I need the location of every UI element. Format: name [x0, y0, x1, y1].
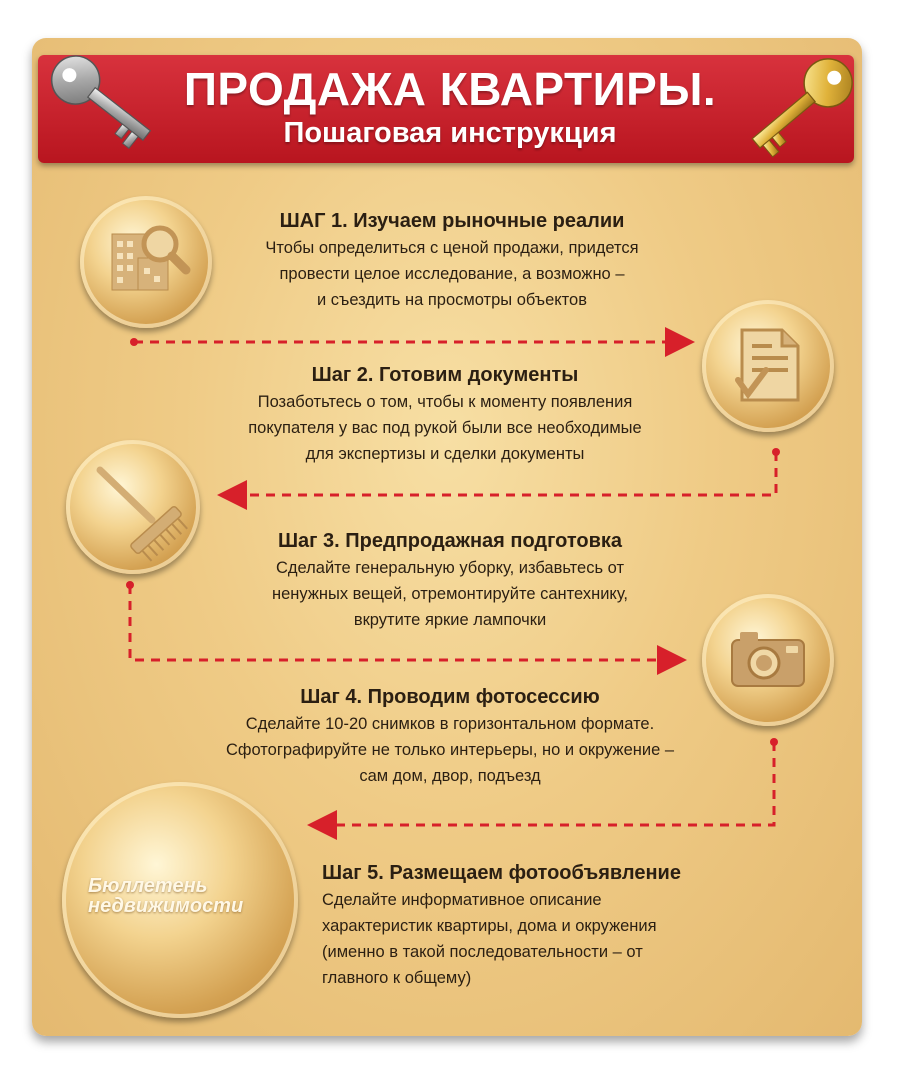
arrow-dot-3 — [126, 581, 134, 589]
step-3-line-3: вкрутите яркие лампочки — [353, 611, 547, 629]
step-4-line-1: Сделайте 10-20 снимков в горизонтальном формате. — [245, 715, 655, 733]
document-check-icon — [702, 300, 834, 432]
step-2-coin — [702, 300, 834, 432]
step-2-title: Шаг 2. Готовим документы — [311, 364, 579, 386]
step-5 — [322, 862, 762, 991]
step-4 — [150, 686, 750, 789]
step-4-line-3: сам дом, двор, подъезд — [359, 767, 541, 785]
step-5-line-4: главного к общему) — [322, 969, 472, 987]
step-5-line-3: (именно в такой последовательности – от — [322, 943, 643, 961]
step-2-line-1: Позаботьтесь о том, чтобы к моменту появления — [257, 393, 633, 411]
gold-key-icon — [722, 48, 862, 158]
step-2-line-3: для экспертизы и сделки документы — [305, 445, 585, 463]
step-3 — [200, 530, 700, 633]
step-4-title: Шаг 4. Проводим фотосессию — [300, 686, 600, 708]
arrow-dot-2 — [772, 448, 780, 456]
step-4-line-2: Сфотографируйте не только интерьеры, но и окружение – — [225, 741, 675, 759]
step-1-line-2: провести целое исследование, а возможно – — [279, 265, 625, 283]
brand-logo-line-1: Бюллетень — [88, 875, 208, 897]
silver-key-icon — [42, 50, 172, 160]
step-3-line-2: ненужных вещей, отремонтируйте сантехнику, — [272, 585, 628, 603]
step-1-line-1: Чтобы определиться с ценой продажи, придется — [265, 239, 639, 257]
page-title: ПРОДАЖА КВАРТИРЫ. — [183, 63, 717, 115]
page-subtitle: Пошаговая инструкция — [283, 117, 617, 149]
step-1 — [222, 210, 682, 313]
brand-logo-line-2: недвижимости — [88, 895, 244, 917]
brand-logo — [88, 876, 288, 916]
arrow-dot-1 — [130, 338, 138, 346]
step-5-title: Шаг 5. Размещаем фотообъявление — [322, 862, 681, 884]
step-3-line-1: Сделайте генеральную уборку, избавьтесь от — [275, 559, 625, 577]
step-1-title: ШАГ 1. Изучаем рыночные реалии — [279, 210, 625, 232]
building-magnifier-icon — [80, 196, 212, 328]
step-2 — [190, 364, 700, 467]
step-1-line-3: и съездить на просмотры объектов — [317, 291, 587, 309]
step-3-coin — [66, 440, 200, 574]
step-5-line-1: Сделайте информативное описание — [322, 891, 602, 909]
step-2-line-2: покупателя у вас под рукой были все необходимые — [248, 419, 642, 437]
step-5-line-2: характеристик квартиры, дома и окружения — [322, 917, 657, 935]
arrow-dot-4 — [770, 738, 778, 746]
step-3-title: Шаг 3. Предпродажная подготовка — [277, 530, 623, 552]
step-1-coin — [80, 196, 212, 328]
broom-icon — [66, 440, 200, 574]
